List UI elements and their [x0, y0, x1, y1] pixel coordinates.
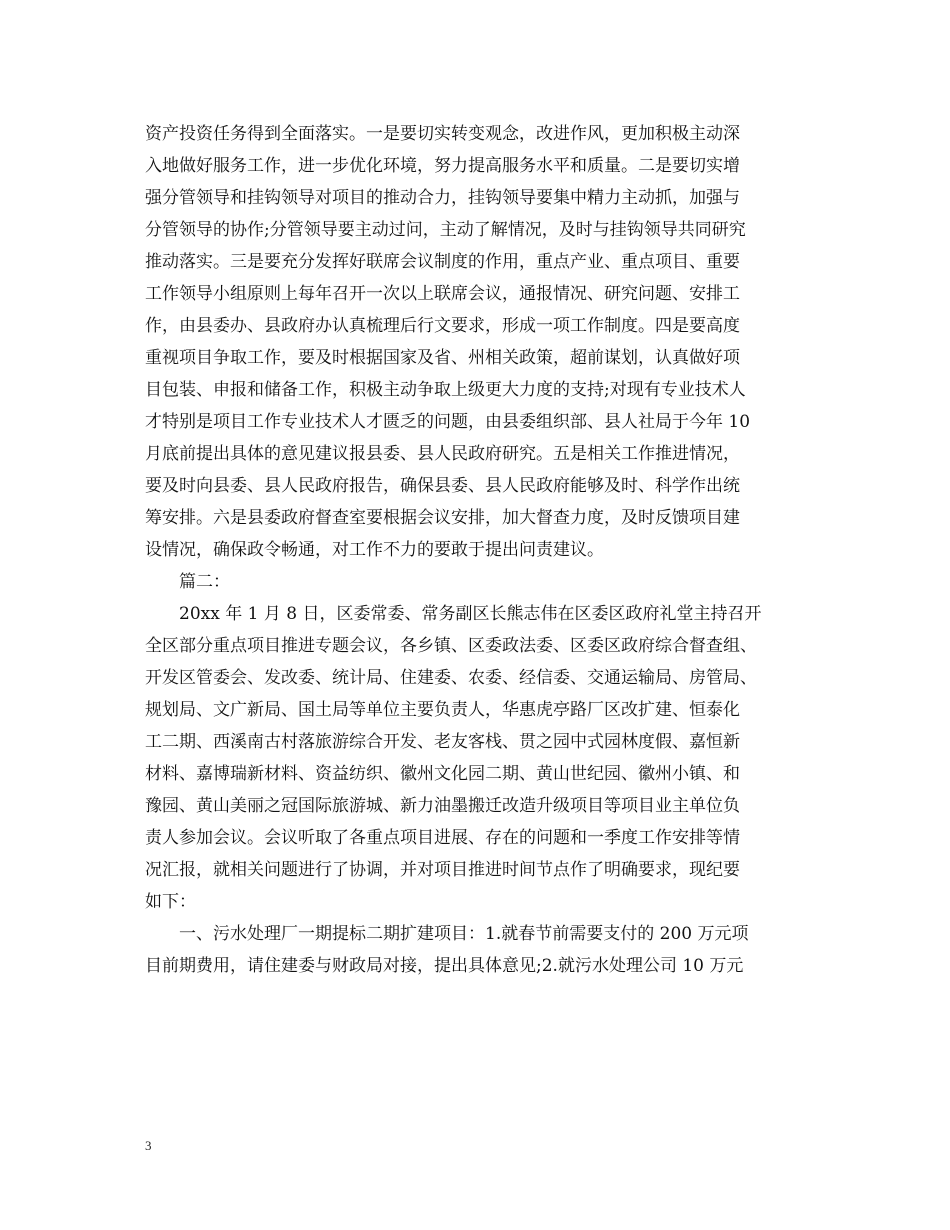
text-line: 如下：: [145, 892, 196, 912]
text-line: 筹安排。六是县委政府督查室要根据会议安排，加大督查力度，及时反馈项目建: [145, 508, 740, 528]
text-line: 责人参加会议。会议听取了各重点项目进展、存在的问题和一季度工作安排等情: [145, 828, 740, 848]
text-line: 开发区管委会、发改委、统计局、住建委、农委、经信委、交通运输局、房管局、: [145, 668, 757, 688]
text-line: 规划局、文广新局、国土局等单位主要负责人，华惠虎亭路厂区改扩建、恒泰化: [145, 700, 740, 720]
text-line: 材料、嘉博瑞新材料、资益纺织、徽州文化园二期、黄山世纪园、徽州小镇、和: [145, 764, 740, 784]
text-line: 况汇报，就相关问题进行了协调，并对项目推进时间节点作了明确要求，现纪要: [145, 860, 740, 880]
body-text: [145, 118, 815, 982]
text-line: 分管领导的协作;分管领导要主动过问，主动了解情况，及时与挂钩领导共同研究: [145, 220, 746, 240]
text-line: 重视项目争取工作，要及时根据国家及省、州相关政策，超前谋划，认真做好项: [145, 348, 740, 368]
text-line: 目包装、申报和储备工作，积极主动争取上级更大力度的支持;对现有专业技术人: [145, 380, 746, 400]
text-line: 强分管领导和挂钩领导对项目的推动合力，挂钩领导要集中精力主动抓，加强与: [145, 188, 740, 208]
text-line: 资产投资任务得到全面落实。一是要切实转变观念，改进作风，更加积极主动深: [145, 124, 740, 144]
text-line: 全区部分重点项目推进专题会议，各乡镇、区委政法委、区委区政府综合督查组、: [145, 636, 757, 656]
text-line: 入地做好服务工作，进一步优化环境，努力提高服务水平和质量。二是要切实增: [145, 156, 740, 176]
text-line: 工作领导小组原则上每年召开一次以上联席会议，通报情况、研究问题、安排工: [145, 284, 740, 304]
text-line: 一、污水处理厂一期提标二期扩建项目：1.就春节前需要支付的 200 万元项: [179, 924, 749, 944]
text-line: 目前期费用，请住建委与财政局对接，提出具体意见;2.就污水处理公司 10 万元: [145, 956, 744, 976]
text-line: 工二期、西溪南古村落旅游综合开发、老友客栈、贯之园中式园林度假、嘉恒新: [145, 732, 740, 752]
text-line: 作，由县委办、县政府办认真梳理后行文要求，形成一项工作制度。四是要高度: [145, 316, 740, 336]
text-line: 月底前提出具体的意见建议报县委、县人民政府研究。五是相关工作推进情况，: [145, 444, 740, 464]
section-heading: 篇二：: [179, 572, 230, 592]
text-line: 才特别是项目工作专业技术人才匮乏的问题，由县委组织部、县人社局于今年 10: [145, 412, 751, 432]
page-number: 3: [145, 1138, 152, 1153]
text-line: 推动落实。三是要充分发挥好联席会议制度的作用，重点产业、重点项目、重要: [145, 252, 740, 272]
text-line: 设情况，确保政令畅通，对工作不力的要敢于提出问责建议。: [145, 540, 604, 560]
text-line: 要及时向县委、县人民政府报告，确保县委、县人民政府能够及时、科学作出统: [145, 476, 740, 496]
text-line: 20xx 年 1 月 8 日，区委常委、常务副区长熊志伟在区委区政府礼堂主持召开: [179, 604, 762, 624]
text-line: 豫园、黄山美丽之冠国际旅游城、新力油墨搬迁改造升级项目等项目业主单位负: [145, 796, 740, 816]
